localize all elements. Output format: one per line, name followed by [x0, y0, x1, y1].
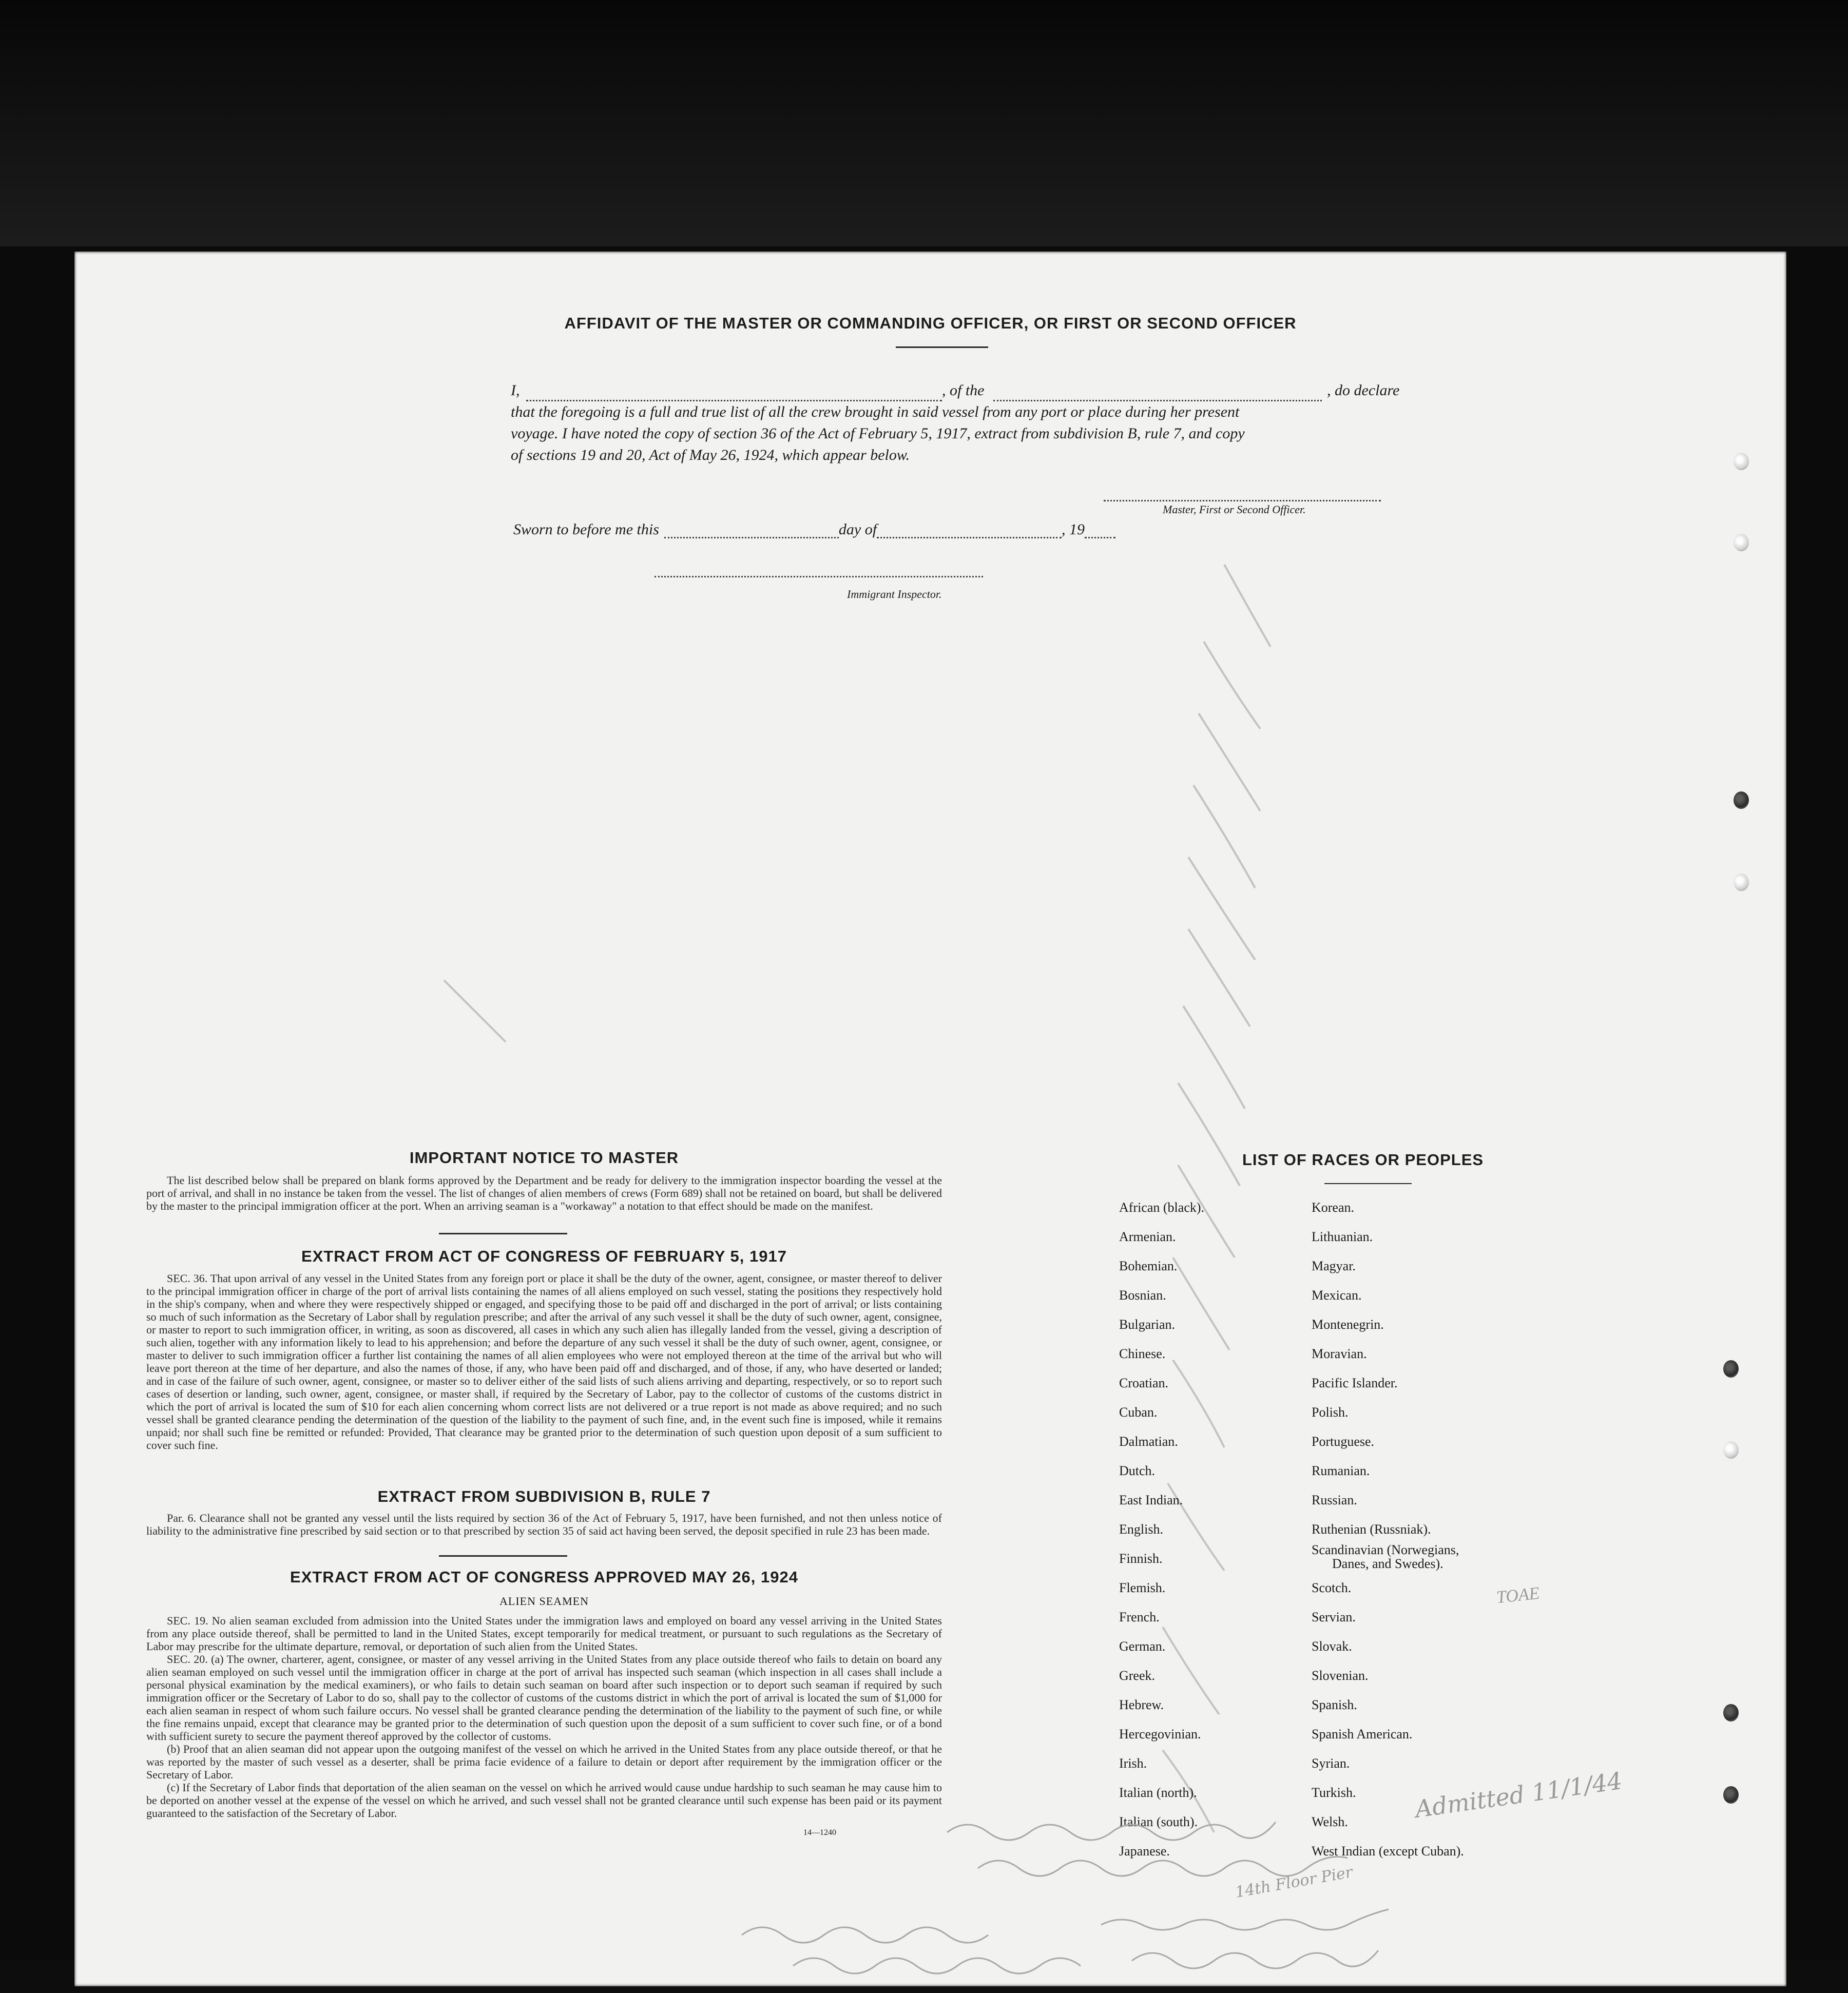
rule7-body: Par. 6. Clearance shall not be granted any vessel until the lists required by section 36 of the Act of February 5, 1917, have been furnished, and not then unless notice of liability to the administrative fine prescribed by said section or to that prescribed by section 35 of said act having been served, the deposit specified in rule 23 has been made.	[146, 1512, 942, 1537]
manifest-page	[74, 251, 1786, 1986]
race-item: Dalmatian.	[1119, 1434, 1178, 1449]
extract-1917-body: SEC. 36. That upon arrival of any vessel in the United States from any foreign port or place it shall be the duty of the owner, agent, consignee, or master thereof to deliver to the principal immigration officer in charge of the port of arrival lists containing the names of all aliens employed on such vessel, stating the positions they respectively hold in the ship's company, when and where they were respectively shipped or engaged, and specifying those to be paid off and discharged in the port of arrival; or lists containing so much of such information as the Secretary of Labor shall by regulation prescribe; and after the arrival of any such vessel it shall be the duty of such owner, agent, consignee, or master to report to such immigration officer, in writing, as soon as discovered, all cases in which any such alien has illegally landed from the vessel, giving a description of such alien, together with any information likely to lead to his apprehension; and before the departure of any such vessel it shall be the duty of such owner, agent, consignee, or master to deliver to such immigration officer a further list containing the names of all alien employees who were not employed thereon at the time of the arrival but who will leave port thereon at the time of her departure, and also the names of those, if any, who have been paid off and discharged, and of those, if any, who have deserted or landed; and in case of the failure of such owner, agent, consignee, or master so to deliver either of the said lists of such aliens arriving and departing, respectively, or so to report such cases of desertion or landing, such owner, agent, consignee, or master shall, if required by the Secretary of Labor, pay to the collector of customs of the customs district in which the port of arrival is located the sum of $10 for each alien concerning whom correct lists are not delivered or a true report is not made as above required; and no such vessel shall be granted clearance pending the determination of the question of the liability to the payment of such fine, and, in the event such fine is imposed, while it remains unpaid; nor shall such fine be remitted or refunded: Provided, That clearance may be granted prior to the determination of such question upon deposit of a sum sufficient to cover such fine.	[146, 1272, 942, 1452]
affidavit-line-1: I, , of the , do declare	[511, 380, 1491, 401]
punch-hole	[1723, 1441, 1739, 1459]
race-item: Bohemian.	[1119, 1259, 1178, 1273]
race-item: Montenegrin.	[1312, 1317, 1384, 1332]
race-item: Dutch.	[1119, 1463, 1156, 1478]
notice-body: The list described below shall be prepared on blank forms approved by the Department and be ready for delivery to the immigration inspector boarding the vessel at the port of arrival, and shall in no instance be taken from the vessel. The list of changes of alien members of crews (Form 689) shall not be retained on board, but shall be delivered by the master to the principal immigration officer at the port. When an arriving seaman is a "workaway" a notation to that effect should be made on the manifest.	[146, 1174, 942, 1212]
sec-19: SEC. 19. No alien seaman excluded from admission into the United States under the immigration laws and employed on board any vessel arriving in the United States from any place outside thereof, shall be permitted to land in the United States, except temporarily for medical treatment, or pursuant to such regulations as the Secretary of Labor may prescribe for the ultimate departure, removal, or deportation of such alien from the United States.	[146, 1614, 942, 1653]
race-item-continued: Danes, and Swedes).	[1332, 1556, 1443, 1571]
affidavit-title: AFFIDAVIT OF THE MASTER OR COMMANDING OFFICER, OR FIRST OR SECOND OFFICER	[564, 314, 1297, 332]
sec-20-a: SEC. 20. (a) The owner, charterer, agent, consignee, or master of any vessel arriving in the United States from any place outside thereof who fails to detain on board any alien seaman employed on such vessel until the immigration officer in charge at the port of arrival has inspected such seaman (which inspection in all cases shall include a personal physical examination by the medical examiners), or who fails to detain such seaman on board after such inspection or to deport such seaman if required by such immigration officer or the Secretary of Labor to do so, shall pay to the collector of customs of the customs district in which the port of arrival is located the sum of $1,000 for each alien seaman in respect of whom such failure occurs. No vessel shall be granted clearance pending the determination of the liability to the payment of such fine, or while the fine remains unpaid, except that clearance may be granted prior to the determination of such question upon the deposit of a sum sufficient to cover such fine, or of a bond with sufficient surety to secure the payment thereof approved by the collector of customs.	[146, 1653, 942, 1743]
race-item: Magyar.	[1312, 1259, 1356, 1273]
handwritten-scribbles	[74, 251, 1786, 1986]
race-item: East Indian.	[1119, 1493, 1183, 1507]
affidavit-line-4: of sections 19 and 20, Act of May 26, 1924, which appear below.	[511, 447, 910, 463]
punch-hole	[1734, 874, 1749, 891]
race-item: African (black).	[1119, 1200, 1205, 1215]
punch-hole	[1734, 534, 1749, 551]
rule7-title: EXTRACT FROM SUBDIVISION B, RULE 7	[377, 1487, 711, 1505]
form-number: 14—1240	[803, 1828, 836, 1837]
race-item: Servian.	[1312, 1610, 1356, 1624]
punch-hole	[1734, 453, 1749, 470]
master-signature-caption: Master, First or Second Officer.	[1163, 503, 1306, 516]
race-item: Hercegovinian.	[1119, 1727, 1201, 1742]
race-item: Spanish American.	[1312, 1727, 1413, 1742]
race-item: Portuguese.	[1312, 1434, 1375, 1449]
race-item: Chinese.	[1119, 1346, 1166, 1361]
race-item: Ruthenian (Russniak).	[1312, 1522, 1431, 1537]
stamp-annotation: TOAE	[1495, 1583, 1541, 1608]
race-item: Korean.	[1312, 1200, 1355, 1215]
sec-20-b: (b) Proof that an alien seaman did not appear upon the outgoing manifest of the vessel on which he arrived in the United States from any place outside thereof, or that he was reported by the master of such vessel as a deserter, shall be prima facie evidence of a failure to detain or deport after requirement by the immigration officer or the Secretary of Labor.	[146, 1743, 942, 1781]
race-item: Slovak.	[1312, 1639, 1352, 1654]
race-item: West Indian (except Cuban).	[1312, 1844, 1464, 1859]
race-item: Irish.	[1119, 1756, 1147, 1771]
punch-hole	[1723, 1360, 1739, 1378]
race-item: Slovenian.	[1312, 1668, 1369, 1683]
punch-hole	[1723, 1704, 1739, 1721]
race-item: Cuban.	[1119, 1405, 1158, 1420]
affidavit-line-2: that the foregoing is a full and true list of all the crew brought in said vessel from any port or place during her present	[511, 403, 1240, 420]
race-item: English.	[1119, 1522, 1163, 1537]
race-item: Armenian.	[1119, 1229, 1176, 1244]
extract-1924-subtitle: ALIEN SEAMEN	[499, 1595, 589, 1608]
handwritten-note: 14th Floor Pier	[1234, 1863, 1354, 1902]
extract-1917-title: EXTRACT FROM ACT OF CONGRESS OF FEBRUARY 5, 1917	[301, 1247, 787, 1265]
inspector-signature-caption: Immigrant Inspector.	[847, 588, 942, 601]
race-item: Hebrew.	[1119, 1697, 1164, 1712]
race-item: Welsh.	[1312, 1814, 1348, 1829]
extract-1924-title: EXTRACT FROM ACT OF CONGRESS APPROVED MAY 26, 1924	[290, 1568, 798, 1586]
sworn-line: Sworn to before me this day of , 19	[513, 521, 1115, 538]
race-item: Pacific Islander.	[1312, 1376, 1398, 1390]
sec-20-c: (c) If the Secretary of Labor finds that deportation of the alien seaman on the vessel on which he arrived would cause undue hardship to such seaman he may cause him to be deported on another vessel at the expense of the vessel on which he arrived, and such vessel shall not be granted clearance until such expense has been paid or its payment guaranteed to the satisfaction of the Secretary of Labor.	[146, 1781, 942, 1820]
race-item: Greek.	[1119, 1668, 1156, 1683]
punch-hole	[1734, 791, 1749, 809]
handwritten-note: Admitted 11/1/44	[1413, 1766, 1624, 1824]
race-item: Lithuanian.	[1312, 1229, 1373, 1244]
race-item: Moravian.	[1312, 1346, 1367, 1361]
race-item: Bulgarian.	[1119, 1317, 1176, 1332]
race-item: Rumanian.	[1312, 1463, 1370, 1478]
race-item: French.	[1119, 1610, 1160, 1624]
race-item: Scandinavian (Norwegians,	[1312, 1542, 1459, 1557]
race-item: Turkish.	[1312, 1785, 1356, 1800]
race-item: Russian.	[1312, 1493, 1357, 1507]
race-item: Mexican.	[1312, 1288, 1362, 1303]
race-item: Finnish.	[1119, 1551, 1163, 1566]
race-item: Croatian.	[1119, 1376, 1169, 1390]
race-item: Japanese.	[1119, 1844, 1170, 1859]
race-item: Flemish.	[1119, 1580, 1166, 1595]
race-item: Scotch.	[1312, 1580, 1352, 1595]
race-item: Polish.	[1312, 1405, 1349, 1420]
race-item: Bosnian.	[1119, 1288, 1166, 1303]
scan-border-top	[0, 0, 1848, 246]
notice-title: IMPORTANT NOTICE TO MASTER	[409, 1149, 679, 1167]
race-item: Italian (north).	[1119, 1785, 1197, 1800]
affidavit-line-3: voyage. I have noted the copy of section 36 of the Act of February 5, 1917, extract from subdivision B, rule 7, and copy	[511, 425, 1245, 442]
race-item: Italian (south).	[1119, 1814, 1198, 1829]
races-title: LIST OF RACES OR PEOPLES	[1242, 1151, 1484, 1169]
race-item: Spanish.	[1312, 1697, 1357, 1712]
race-item: German.	[1119, 1639, 1166, 1654]
race-item: Syrian.	[1312, 1756, 1350, 1771]
punch-hole	[1723, 1786, 1739, 1804]
